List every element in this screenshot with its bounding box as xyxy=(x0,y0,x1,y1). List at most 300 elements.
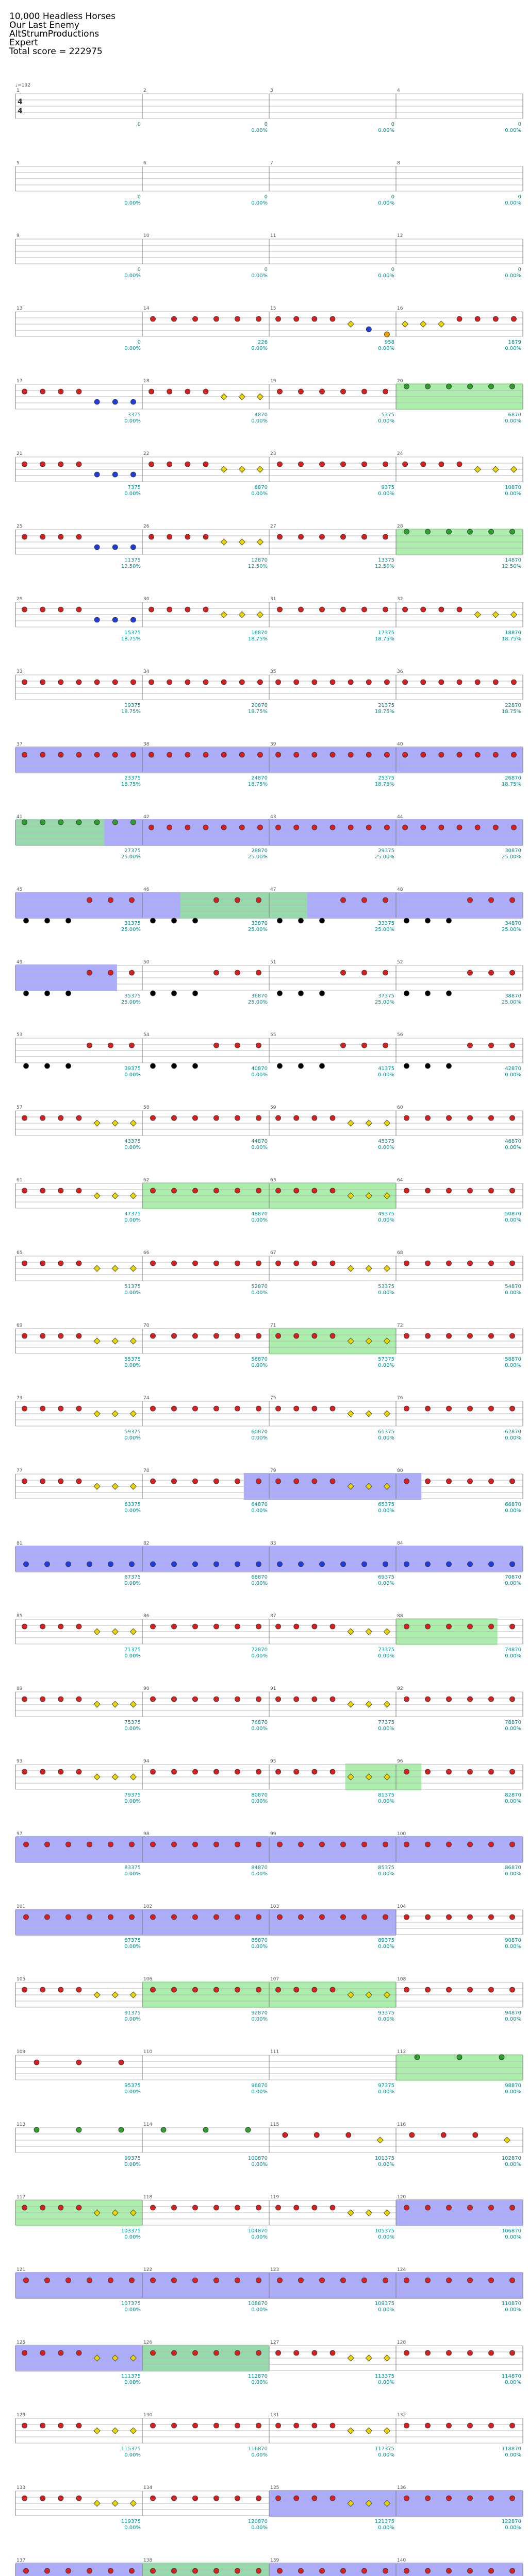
note-1 xyxy=(468,1624,473,1629)
measure-number: 45 xyxy=(16,887,23,892)
measure-number: 77 xyxy=(16,1468,23,1473)
note-2 xyxy=(94,1774,100,1780)
measure-number: 140 xyxy=(397,2558,406,2563)
note-1 xyxy=(193,1261,198,1266)
measure-percent: 0.00% xyxy=(378,1290,394,1296)
note-1 xyxy=(330,825,335,830)
note-5 xyxy=(66,918,71,923)
note-1 xyxy=(341,1842,346,1847)
note-1 xyxy=(425,1842,431,1847)
note-1 xyxy=(312,1697,317,1702)
note-1 xyxy=(87,1914,92,1920)
note-1 xyxy=(235,2205,240,2210)
note-1 xyxy=(22,534,27,539)
note-1 xyxy=(149,534,154,539)
measure-number: 59 xyxy=(270,1105,276,1110)
measure-score: 115375 xyxy=(121,2446,141,2452)
measure-percent: 0.00% xyxy=(505,273,521,279)
measure-score: 6870 xyxy=(508,412,521,418)
note-1 xyxy=(203,825,208,830)
measure-score: 49375 xyxy=(378,1211,394,1217)
note-1 xyxy=(457,607,462,612)
note-1 xyxy=(425,1624,431,1629)
note-1 xyxy=(475,316,480,321)
measure-score: 66870 xyxy=(505,1502,521,1507)
measure-score: 52870 xyxy=(251,1284,268,1290)
note-1 xyxy=(22,752,27,757)
measure-percent: 0.00% xyxy=(378,1145,394,1150)
measure-number: 28 xyxy=(397,524,403,529)
note-1 xyxy=(468,1987,473,1992)
measure-percent: 0.00% xyxy=(251,1799,268,1804)
note-1 xyxy=(383,389,388,394)
note-1 xyxy=(493,825,498,830)
note-1 xyxy=(468,2423,473,2428)
note-1 xyxy=(24,2278,29,2283)
measure-score: 23375 xyxy=(124,775,141,781)
measure-score: 79375 xyxy=(124,1792,141,1798)
note-1 xyxy=(214,1406,219,1411)
note-1 xyxy=(510,2568,515,2573)
note-1 xyxy=(294,2423,299,2428)
measure-number: 122 xyxy=(143,2267,153,2273)
measure-score: 90870 xyxy=(505,1938,521,1943)
note-1 xyxy=(129,1914,135,1920)
measure-score: 17375 xyxy=(378,630,394,636)
note-1 xyxy=(383,534,388,539)
note-3 xyxy=(24,1562,29,1567)
note-2 xyxy=(366,1629,372,1635)
measure-number: 100 xyxy=(397,1832,406,1837)
note-1 xyxy=(185,607,190,612)
note-1 xyxy=(172,1914,177,1920)
measure-number: 60 xyxy=(397,1105,403,1110)
measure-number: 82 xyxy=(143,1541,150,1546)
measure-number: 139 xyxy=(270,2558,279,2563)
note-1 xyxy=(294,1115,299,1121)
measure-number: 16 xyxy=(397,306,403,311)
note-1 xyxy=(40,1987,45,1992)
note-1 xyxy=(58,1769,63,1774)
note-1 xyxy=(58,389,63,394)
note-1 xyxy=(256,2278,261,2283)
note-3 xyxy=(66,1562,71,1567)
note-1 xyxy=(404,1479,409,1484)
note-1 xyxy=(439,825,444,830)
measure-number: 24 xyxy=(397,451,403,456)
note-1 xyxy=(45,1914,50,1920)
note-1 xyxy=(362,897,367,903)
note-1 xyxy=(489,1406,494,1411)
measure-score: 118870 xyxy=(501,2446,521,2452)
note-1 xyxy=(203,607,208,612)
note-1 xyxy=(108,1043,113,1048)
measure-score: 61375 xyxy=(378,1429,394,1435)
measure-number: 98 xyxy=(143,1832,150,1837)
note-2 xyxy=(257,539,263,545)
note-1 xyxy=(276,680,281,685)
note-2 xyxy=(384,2428,390,2434)
note-3 xyxy=(404,1562,409,1567)
measure-score: 48870 xyxy=(251,1211,268,1217)
note-3 xyxy=(341,1562,346,1567)
note-1 xyxy=(276,1479,281,1484)
note-1 xyxy=(256,1842,261,1847)
measure-percent: 25.00% xyxy=(374,927,394,933)
note-2 xyxy=(130,2500,136,2506)
measure-percent: 0.00% xyxy=(124,1653,141,1659)
note-1 xyxy=(172,2423,177,2428)
measure-percent: 0.00% xyxy=(124,418,141,424)
measure-percent: 0.00% xyxy=(505,1363,521,1368)
measure-percent: 0.00% xyxy=(124,1072,141,1078)
note-1 xyxy=(193,1697,198,1702)
note-1 xyxy=(22,1479,27,1484)
measure-percent: 0.00% xyxy=(505,346,521,351)
note-1 xyxy=(129,2278,135,2283)
note-1 xyxy=(256,1261,261,1266)
note-1 xyxy=(489,1115,494,1121)
note-1 xyxy=(203,680,208,685)
note-1 xyxy=(193,1406,198,1411)
note-1 xyxy=(362,389,367,394)
note-2 xyxy=(130,1483,136,1489)
note-1 xyxy=(489,897,494,903)
note-1 xyxy=(87,2568,92,2573)
note-1 xyxy=(312,2350,317,2355)
note-1 xyxy=(256,897,261,903)
note-1 xyxy=(312,2496,317,2501)
note-1 xyxy=(510,1697,515,1702)
measure-score: 10870 xyxy=(505,485,521,490)
note-1 xyxy=(172,1479,177,1484)
measure-score: 57375 xyxy=(378,1357,394,1362)
note-1 xyxy=(167,752,172,757)
note-1 xyxy=(468,1333,473,1338)
measure-percent: 18.75% xyxy=(501,782,521,787)
note-5 xyxy=(277,1063,283,1069)
measure-percent: 0.00% xyxy=(378,2307,394,2313)
note-1 xyxy=(149,607,154,612)
note-1 xyxy=(312,1188,317,1193)
note-0 xyxy=(510,384,515,389)
note-5 xyxy=(425,991,431,996)
note-1 xyxy=(167,462,172,467)
note-1 xyxy=(214,1115,219,1121)
note-1 xyxy=(276,1987,281,1992)
measure-percent: 0.00% xyxy=(378,491,394,497)
note-2 xyxy=(348,1265,354,1272)
note-1 xyxy=(312,1624,317,1629)
measure-number: 14 xyxy=(143,306,150,311)
note-1 xyxy=(277,2278,283,2283)
note-1 xyxy=(348,752,353,757)
note-1 xyxy=(276,1115,281,1121)
measure-percent: 0.00% xyxy=(124,1290,141,1296)
total-score: Total score = 222975 xyxy=(9,46,103,57)
measure-score: 0 xyxy=(391,267,394,273)
note-3 xyxy=(214,1562,219,1567)
measure-number: 91 xyxy=(270,1686,276,1691)
note-1 xyxy=(40,607,45,612)
note-1 xyxy=(167,680,172,685)
note-1 xyxy=(294,2350,299,2355)
note-3 xyxy=(235,1562,240,1567)
note-5 xyxy=(404,1063,409,1069)
note-1 xyxy=(421,825,426,830)
measure-score: 0 xyxy=(518,267,521,273)
measure-score: 91375 xyxy=(124,2010,141,2016)
note-1 xyxy=(276,2423,281,2428)
note-1 xyxy=(299,1842,304,1847)
note-1 xyxy=(185,462,190,467)
note-2 xyxy=(112,2500,118,2506)
measure-score: 110870 xyxy=(501,2301,521,2307)
note-1 xyxy=(341,2278,346,2283)
note-1 xyxy=(330,1406,335,1411)
note-1 xyxy=(193,316,198,321)
note-5 xyxy=(404,918,409,923)
note-2 xyxy=(221,466,227,472)
note-1 xyxy=(425,1261,431,1266)
measure-number: 58 xyxy=(143,1105,150,1110)
note-1 xyxy=(475,752,480,757)
note-2 xyxy=(348,1120,354,1126)
measure-score: 53375 xyxy=(378,1284,394,1290)
note-1 xyxy=(235,316,240,321)
note-1 xyxy=(214,1769,219,1774)
note-3 xyxy=(130,617,136,622)
note-1 xyxy=(235,1043,240,1048)
measure-number: 4 xyxy=(397,88,400,93)
note-3 xyxy=(489,1562,494,1567)
measure-score: 41375 xyxy=(378,1066,394,1072)
note-2 xyxy=(112,1265,118,1272)
note-2 xyxy=(94,1411,100,1417)
note-1 xyxy=(510,1406,515,1411)
note-1 xyxy=(22,680,27,685)
note-1 xyxy=(235,970,240,975)
note-1 xyxy=(330,1697,335,1702)
note-1 xyxy=(404,1115,409,1121)
note-2 xyxy=(366,1120,372,1126)
note-1 xyxy=(276,1188,281,1193)
measure-score: 84870 xyxy=(251,1865,268,1871)
measure-percent: 25.00% xyxy=(248,999,268,1005)
note-5 xyxy=(193,918,198,923)
measure-number: 86 xyxy=(143,1614,150,1619)
note-1 xyxy=(256,2568,261,2573)
note-1 xyxy=(404,2205,409,2210)
note-1 xyxy=(24,1842,29,1847)
note-1 xyxy=(510,897,515,903)
note-0 xyxy=(203,2127,208,2132)
note-1 xyxy=(256,1697,261,1702)
note-1 xyxy=(468,2278,473,2283)
measure-number: 11 xyxy=(270,233,276,239)
measure-percent: 0.00% xyxy=(378,1871,394,1877)
measure-number: 134 xyxy=(143,2485,153,2490)
measure-percent: 25.00% xyxy=(248,854,268,860)
note-1 xyxy=(277,607,283,612)
note-1 xyxy=(221,680,226,685)
note-1 xyxy=(172,2496,177,2501)
note-0 xyxy=(112,820,118,825)
measure-number: 34 xyxy=(143,669,150,674)
note-0 xyxy=(468,384,473,389)
measure-score: 71375 xyxy=(124,1647,141,1653)
note-2 xyxy=(130,1265,136,1272)
note-1 xyxy=(193,1115,198,1121)
measure-score: 83375 xyxy=(124,1865,141,1871)
note-1 xyxy=(193,1188,198,1193)
note-1 xyxy=(235,2496,240,2501)
note-2 xyxy=(94,1701,100,1707)
note-1 xyxy=(277,2568,283,2573)
note-2 xyxy=(221,394,227,400)
note-1 xyxy=(256,1769,261,1774)
measure-score: 99375 xyxy=(124,2156,141,2161)
measure-score: 76870 xyxy=(251,1720,268,1725)
note-1 xyxy=(510,1479,515,1484)
note-0 xyxy=(415,2055,420,2060)
note-2 xyxy=(510,612,517,618)
note-1 xyxy=(277,389,283,394)
measure-number: 125 xyxy=(16,2340,26,2345)
note-1 xyxy=(294,1406,299,1411)
measure-number: 97 xyxy=(16,1832,23,1837)
note-1 xyxy=(172,2568,177,2573)
measure-percent: 18.75% xyxy=(248,636,268,642)
measure-number: 31 xyxy=(270,597,276,602)
note-1 xyxy=(22,1769,27,1774)
measure-number: 83 xyxy=(270,1541,276,1546)
measure-number: 18 xyxy=(143,379,150,384)
note-1 xyxy=(366,825,371,830)
note-1 xyxy=(276,2350,281,2355)
note-1 xyxy=(235,2423,240,2428)
note-1 xyxy=(341,389,346,394)
measure-number: 135 xyxy=(270,2485,279,2490)
note-1 xyxy=(299,2278,304,2283)
note-1 xyxy=(76,2060,81,2065)
note-2 xyxy=(239,539,245,545)
measure-number: 20 xyxy=(397,379,403,384)
note-1 xyxy=(312,1333,317,1338)
note-1 xyxy=(489,1987,494,1992)
measure-percent: 0.00% xyxy=(124,2162,141,2167)
note-1 xyxy=(256,1987,261,1992)
note-1 xyxy=(320,2278,325,2283)
note-1 xyxy=(193,2496,198,2501)
measure-score: 0 xyxy=(137,267,141,273)
note-2 xyxy=(384,1411,390,1417)
note-1 xyxy=(151,1697,156,1702)
note-1 xyxy=(330,680,335,685)
note-0 xyxy=(468,529,473,534)
measure-percent: 0.00% xyxy=(251,2525,268,2531)
note-1 xyxy=(294,680,299,685)
note-1 xyxy=(40,1115,45,1121)
note-1 xyxy=(257,680,262,685)
note-1 xyxy=(425,1406,431,1411)
measure-percent: 25.00% xyxy=(121,854,141,860)
note-1 xyxy=(312,825,317,830)
note-1 xyxy=(510,1914,515,1920)
note-1 xyxy=(58,534,63,539)
measure-number: 41 xyxy=(16,815,23,820)
note-2 xyxy=(94,2428,100,2434)
note-1 xyxy=(489,1842,494,1847)
note-0 xyxy=(130,820,136,825)
measure-score: 44870 xyxy=(251,1139,268,1144)
note-1 xyxy=(510,1188,515,1193)
note-1 xyxy=(330,1624,335,1629)
note-1 xyxy=(383,897,388,903)
note-0 xyxy=(76,2127,81,2132)
measure-score: 108870 xyxy=(248,2301,268,2307)
note-0 xyxy=(58,820,63,825)
note-1 xyxy=(76,534,81,539)
note-1 xyxy=(40,534,45,539)
measure-number: 112 xyxy=(397,2049,406,2055)
note-1 xyxy=(76,1188,81,1193)
note-1 xyxy=(24,2568,29,2573)
note-0 xyxy=(404,529,409,534)
note-1 xyxy=(235,1697,240,1702)
note-1 xyxy=(239,825,244,830)
note-1 xyxy=(294,1261,299,1266)
measure-score: 92870 xyxy=(251,2010,268,2016)
note-1 xyxy=(510,2205,515,2210)
measure-number: 79 xyxy=(270,1468,276,1473)
measure-number: 47 xyxy=(270,887,276,892)
note-2 xyxy=(94,1120,100,1126)
note-3 xyxy=(425,1562,431,1567)
note-0 xyxy=(457,2055,462,2060)
measure-percent: 0.00% xyxy=(251,2162,268,2167)
measure-score: 117375 xyxy=(374,2446,394,2452)
note-1 xyxy=(256,2205,261,2210)
note-5 xyxy=(404,991,409,996)
note-1 xyxy=(58,1479,63,1484)
note-1 xyxy=(404,2568,409,2573)
measure-number: 37 xyxy=(16,742,23,747)
note-0 xyxy=(34,2127,39,2132)
note-1 xyxy=(22,389,27,394)
measure-number: 66 xyxy=(143,1250,150,1256)
measure-percent: 0.00% xyxy=(378,2452,394,2458)
measure-score: 105375 xyxy=(374,2228,394,2234)
note-1 xyxy=(149,752,154,757)
measure-score: 106870 xyxy=(501,2228,521,2234)
measure-percent: 0.00% xyxy=(505,491,521,497)
note-2 xyxy=(438,321,444,327)
note-1 xyxy=(151,2205,156,2210)
note-1 xyxy=(235,2278,240,2283)
measure-percent: 18.75% xyxy=(121,782,141,787)
measure-score: 86870 xyxy=(505,1865,521,1871)
note-1 xyxy=(447,1406,452,1411)
measure-number: 129 xyxy=(16,2413,26,2418)
note-1 xyxy=(312,2423,317,2428)
note-1 xyxy=(256,316,261,321)
note-1 xyxy=(383,2568,388,2573)
note-1 xyxy=(439,607,444,612)
measure-number: 88 xyxy=(397,1614,403,1619)
note-1 xyxy=(421,607,426,612)
note-1 xyxy=(294,1188,299,1193)
